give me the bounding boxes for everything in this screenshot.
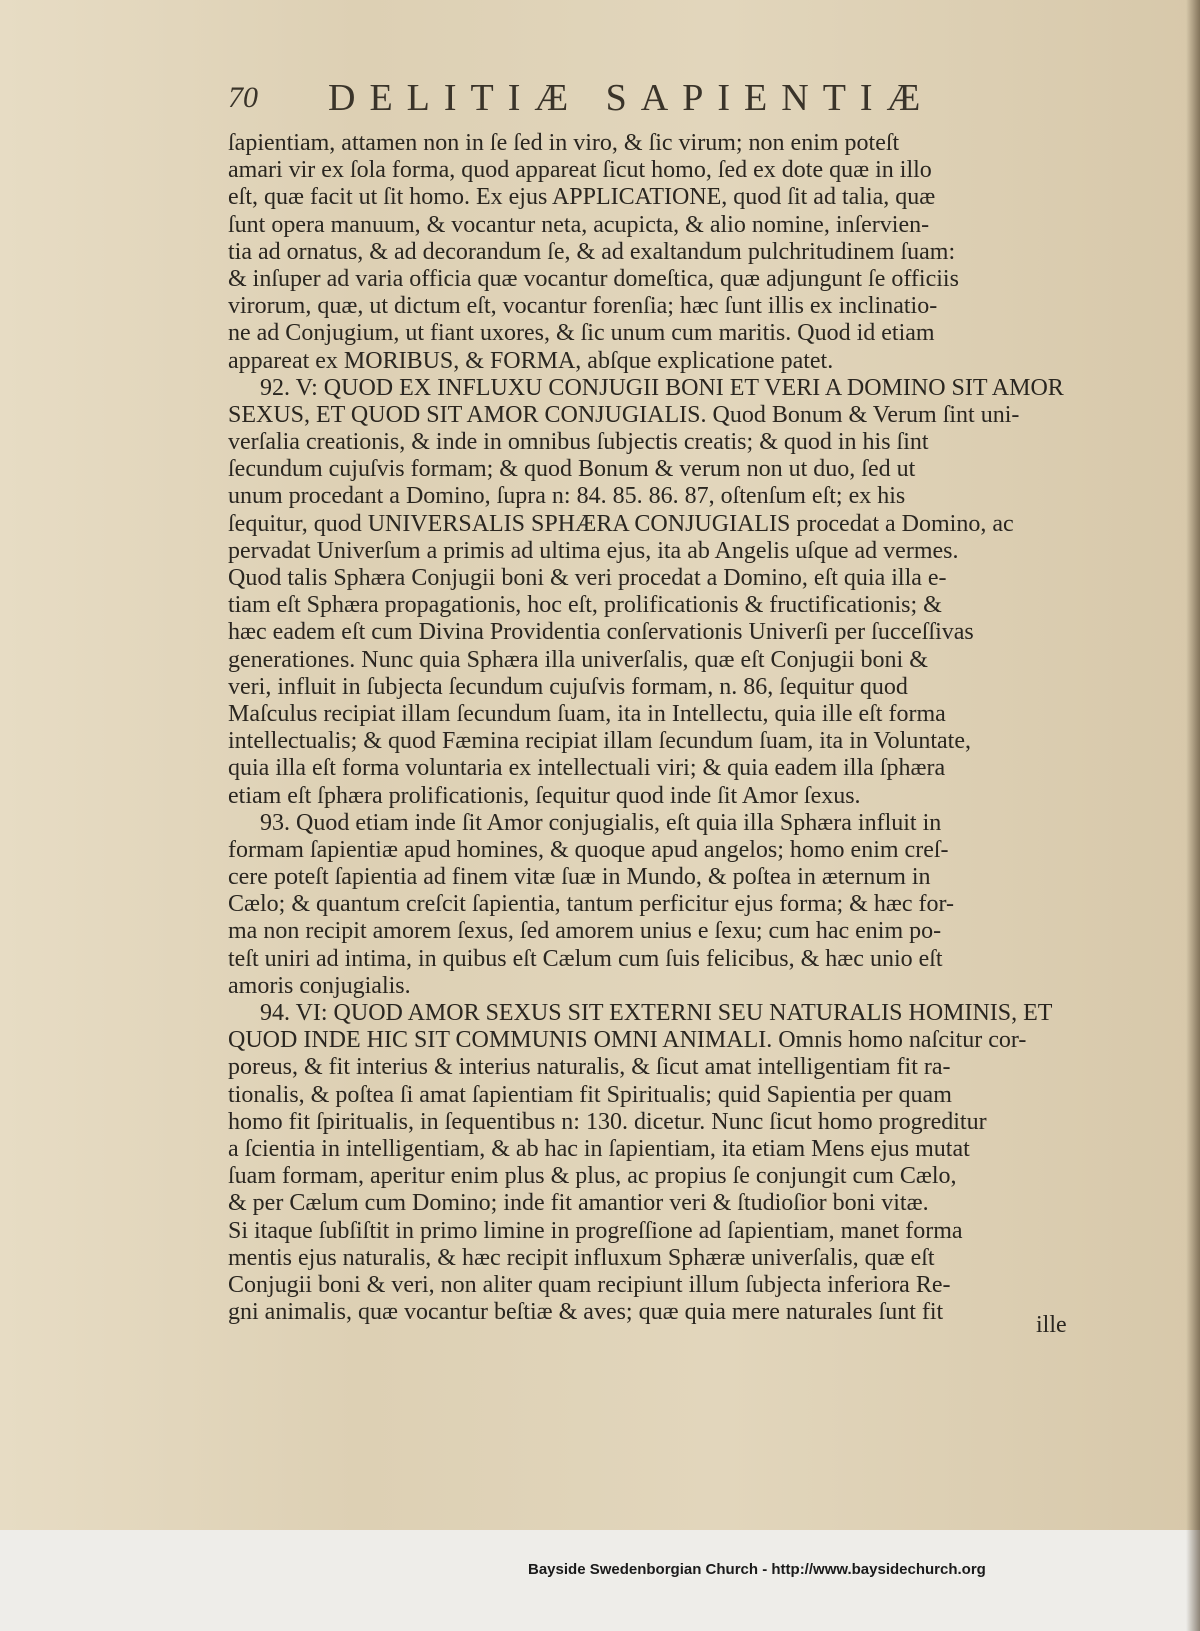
text-line: tia ad ornatus, & ad decorandum ſe, & ad exaltandum pulchritudinem ſuam:	[228, 238, 956, 265]
text-line: ſapientiam, attamen non in ſe ſed in viro, & ſic virum; non enim poteſt	[228, 130, 900, 156]
text-line: amoris conjugialis.	[228, 972, 411, 999]
text-line: amari vir ex ſola forma, quod appareat ſicut homo, ſed ex dote quæ in illo	[228, 157, 932, 184]
text-line: gni animalis, quæ vocantur beſtiæ & aves; quæ quia mere naturales ſunt fit	[228, 1299, 944, 1326]
text-line: eſt, quæ facit ut ſit homo. Ex ejus APPLICATIONE, quod ſit ad talia, quæ	[228, 184, 936, 211]
text-line: SEXUS, ET QUOD SIT AMOR CONJUGIALIS. Quod Bonum & Verum ſint uni-	[228, 401, 1020, 428]
text-line: ne ad Conjugium, ut fiant uxores, & ſic unum cum maritis. Quod id etiam	[228, 320, 935, 347]
text-line: appareat ex MORIBUS, & FORMA, abſque explicatione patet.	[228, 347, 834, 374]
text-line: 93. Quod etiam inde ſit Amor conjugialis, eſt quia illa Sphæra influit in	[260, 809, 942, 836]
text-line: ſuam formam, aperitur enim plus & plus, ac propius ſe conjungit cum Cælo,	[228, 1163, 957, 1190]
text-line: virorum, quæ, ut dictum eſt, vocantur forenſia; hæc ſunt illis ex inclinatio-	[228, 293, 938, 320]
text-line: intellectualis; & quod Fæmina recipiat illam ſecundum ſuam, ita in Voluntate,	[228, 728, 971, 755]
text-line: pervadat Univerſum a primis ad ultima ejus, ita ab Angelis uſque ad vermes.	[228, 537, 959, 564]
text-line: Cælo; & quantum creſcit ſapientia, tantum perficitur ejus forma; & hæc for-	[228, 891, 954, 918]
text-line: Conjugii boni & veri, non aliter quam recipiunt illum ſubjecta inferiora Re-	[228, 1271, 951, 1298]
page-header	[228, 70, 1088, 126]
text-line: ma non recipit amorem ſexus, ſed amorem unius e ſexu; cum hac enim po-	[228, 918, 942, 945]
text-line: ſequitur, quod UNIVERSALIS SPHÆRA CONJUGIALIS procedat a Domino, ac	[228, 510, 1014, 537]
text-line: generationes. Nunc quia Sphæra illa univerſalis, quæ eſt Conjugii boni &	[228, 646, 928, 673]
text-line: ſecundum cujuſvis formam; & quod Bonum & verum non ut duo, ſed ut	[228, 456, 916, 483]
text-line: a ſcientia in intelligentiam, & ab hac in ſapientiam, ita etiam Mens ejus mutat	[228, 1135, 970, 1162]
text-line: Maſculus recipiat illam ſecundum ſuam, ita in Intellectu, quia ille eſt forma	[228, 700, 946, 727]
page-number: 70	[228, 81, 258, 114]
text-line: veri, influit in ſubjecta ſecundum cujuſvis formam, n. 86, ſequitur quod	[228, 673, 908, 700]
footer-credit: Bayside Swedenborgian Church - http://www.baysidechurch.org	[528, 1561, 986, 1578]
text-line: Si itaque ſubſiſtit in primo limine in progreſſione ad ſapientiam, manet forma	[228, 1217, 963, 1244]
text-line: teſt uniri ad intima, in quibus eſt Cælum cum ſuis felicibus, & hæc unio eſt	[228, 945, 943, 972]
text-line: verſalia creationis, & inde in omnibus ſubjectis creatis; & quod in his ſint	[228, 429, 929, 456]
text-line: formam ſapientiæ apud homines, & quoque apud angelos; homo enim creſ-	[228, 836, 949, 863]
text-line: 92. V: QUOD EX INFLUXU CONJUGII BONI ET VERI A DOMINO SIT AMOR	[260, 374, 1064, 401]
text-line: tiam eſt Sphæra propagationis, hoc eſt, prolificationis & fructificationis; &	[228, 592, 942, 619]
body-text	[228, 130, 1090, 1326]
text-line: unum procedant a Domino, ſupra n: 84. 85. 86. 87, oſtenſum eſt; ex his	[228, 483, 906, 510]
text-line: tionalis, & poſtea ſi amat ſapientiam fit Spiritualis; quid Sapientia per quam	[228, 1081, 952, 1108]
text-line: hæc eadem eſt cum Divina Providentia conſervationis Univerſi per ſucceſſivas	[228, 619, 974, 646]
catchword: ille	[1036, 1312, 1067, 1338]
running-title: DELITIÆ SAPIENTIÆ	[328, 77, 935, 119]
text-line: quia illa eſt forma voluntaria ex intellectuali viri; & quia eadem illa ſphæra	[228, 755, 946, 782]
text-line: mentis ejus naturalis, & hæc recipit influxum Sphæræ univerſalis, quæ eſt	[228, 1244, 935, 1271]
text-line: etiam eſt ſphæra prolificationis, ſequitur quod inde ſit Amor ſexus.	[228, 782, 861, 809]
binding-shadow	[1186, 0, 1200, 1631]
text-line: poreus, & fit interius & interius naturalis, & ſicut amat intelligentiam fit ra-	[228, 1054, 951, 1081]
text-line: & per Cælum cum Domino; inde fit amantior veri & ſtudioſior boni vitæ.	[228, 1190, 929, 1217]
text-line: QUOD INDE HIC SIT COMMUNIS OMNI ANIMALI. Omnis homo naſcitur cor-	[228, 1027, 1027, 1054]
text-line: homo fit ſpiritualis, in ſequentibus n: 130. dicetur. Nunc ſicut homo progreditur	[228, 1108, 987, 1135]
text-line: ſunt opera manuum, & vocantur neta, acupicta, & alio nomine, inſervien-	[228, 211, 930, 238]
text-line: 94. VI: QUOD AMOR SEXUS SIT EXTERNI SEU NATURALIS HOMINIS, ET	[260, 1000, 1053, 1026]
text-line: Quod talis Sphæra Conjugii boni & veri procedat a Domino, eſt quia illa e-	[228, 565, 947, 591]
text-line: & inſuper ad varia officia quæ vocantur domeſtica, quæ adjungunt ſe officiis	[228, 265, 959, 292]
footer-band	[0, 1530, 1200, 1631]
text-line: cere poteſt ſapientia ad finem vitæ ſuæ in Mundo, & poſtea in æternum in	[228, 864, 931, 891]
